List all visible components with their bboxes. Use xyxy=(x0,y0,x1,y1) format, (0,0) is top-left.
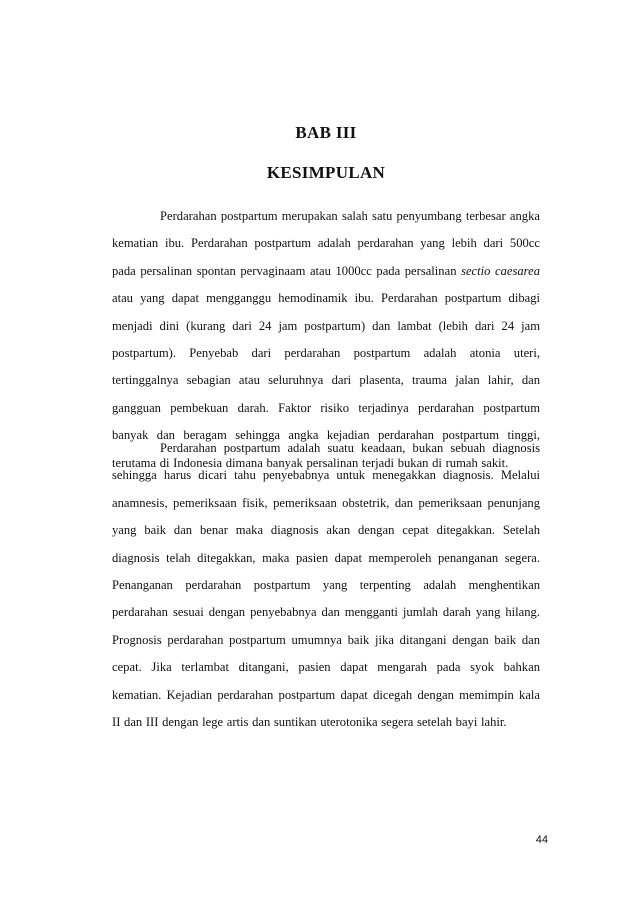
paragraph-line: perdarahan sesuai dengan penyebabnya dan mengganti jumlah darah yang hilang. xyxy=(112,605,540,620)
paragraph-line: kematian ibu. Perdarahan postpartum adalah perdarahan yang lebih dari 500cc xyxy=(112,236,540,251)
paragraph-line: diagnosis telah ditegakkan, maka pasien dapat memperoleh penanganan segera. xyxy=(112,550,540,565)
paragraph-line: kematian. Kejadian perdarahan postpartum dapat dicegah dengan memimpin kala xyxy=(112,687,540,702)
paragraph-line: banyak dan beragam sehingga angka kejadian perdarahan postpartum tinggi, xyxy=(112,428,540,443)
paragraph-line: gangguan pembekuan darah. Faktor risiko terjadinya perdarahan postpartum xyxy=(112,400,540,415)
paragraph-line: atau yang dapat mengganggu hemodinamik ibu. Perdarahan postpartum dibagi xyxy=(112,291,540,306)
paragraph-2 xyxy=(112,435,540,736)
paragraph-line: sehingga harus dicari tahu penyebabnya untuk menegakkan diagnosis. Melalui xyxy=(112,468,540,483)
paragraph-line: terutama di Indonesia dimana banyak persalinan terjadi bukan di rumah sakit. xyxy=(112,455,509,470)
paragraph-line: Penanganan perdarahan postpartum yang terpenting adalah menghentikan xyxy=(112,578,540,593)
paragraph-line: Prognosis perdarahan postpartum umumnya baik jika ditangani dengan baik dan xyxy=(112,632,540,647)
paragraph-line-text: pada persalinan spontan pervaginaam atau 1000cc pada persalinan xyxy=(112,263,457,278)
paragraph-line: Perdarahan postpartum merupakan salah satu penyumbang terbesar angka xyxy=(160,209,540,223)
chapter-number: BAB III xyxy=(295,123,357,142)
paragraph-line: menjadi dini (kurang dari 24 jam postpartum) dan lambat (lebih dari 24 jam xyxy=(112,318,540,333)
paragraph-line: II dan III dengan lege artis dan suntikan uterotonika segera setelah bayi lahir. xyxy=(112,715,507,730)
paragraph-line: postpartum). Penyebab dari perdarahan postpartum adalah atonia uteri, xyxy=(112,346,540,361)
paragraph-line: cepat. Jika terlambat ditangani, pasien dapat mengarah pada syok bahkan xyxy=(112,660,540,675)
page-number: 44 xyxy=(535,834,548,846)
paragraph-line-with-italic xyxy=(112,258,540,285)
italic-term: sectio caesarea xyxy=(461,263,540,278)
paragraph-line: yang baik dan benar maka diagnosis akan dengan cepat ditegakkan. Setelah xyxy=(112,523,540,538)
paragraph-line: tertinggalnya sebagian atau seluruhnya dari plasenta, trauma jalan lahir, dan xyxy=(112,373,540,388)
chapter-title: KESIMPULAN xyxy=(266,163,386,182)
paragraph-line: Perdarahan postpartum adalah suatu keadaan, bukan sebuah diagnosis xyxy=(160,441,540,455)
paragraph-line: anamnesis, pemeriksaan fisik, pemeriksaan obstetrik, dan pemeriksaan penunjang xyxy=(112,495,540,510)
